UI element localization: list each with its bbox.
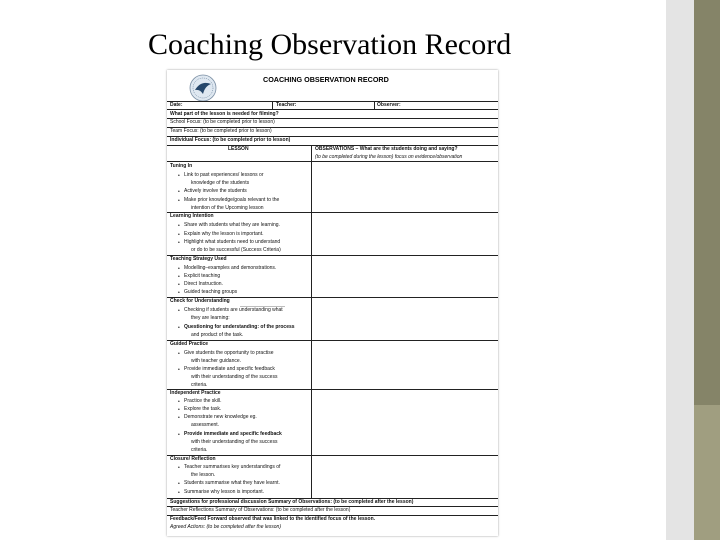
- bullet-icon: •: [178, 240, 180, 246]
- list-item-line: Link to past experiences/ lessons or: [184, 172, 264, 178]
- rule: [167, 212, 498, 213]
- bullet-icon: •: [178, 232, 180, 238]
- list-item-line: the lesson.: [191, 472, 216, 478]
- slide-title: Coaching Observation Record: [148, 28, 512, 61]
- form-title: COACHING OBSERVATION RECORD: [263, 75, 389, 84]
- bullet-icon: •: [178, 282, 180, 288]
- list-item-line: Demonstrate new knowledge eg.: [184, 414, 257, 420]
- bullet-icon: •: [178, 274, 180, 280]
- list-item-line: Give students the opportunity to practise: [184, 350, 274, 356]
- list-item-line: or do to be successful (Success Criteria): [191, 247, 281, 253]
- rule: [374, 101, 375, 109]
- school-crest-icon: [189, 74, 217, 102]
- column-divider: [311, 145, 312, 498]
- list-item-line: with teacher guidance.: [191, 358, 242, 364]
- list-item-line: Share with students what they are learning.: [184, 222, 280, 228]
- list-item-line: Students summarise what they have learnt.: [184, 480, 280, 486]
- section-heading-closure-reflection: Closure/ Reflection: [170, 456, 216, 462]
- section-heading-teaching-strategy: Teaching Strategy Used: [170, 256, 227, 262]
- date-label: Date:: [170, 102, 183, 108]
- list-item-line: Questioning for understanding: of the process: [184, 324, 295, 330]
- rule: [167, 101, 498, 102]
- bullet-icon: •: [178, 308, 180, 314]
- observations-column-header: OBSERVATIONS – What are the students doing and saying?: [315, 146, 458, 152]
- list-item-line: Provide immediate and specific feedback: [184, 431, 282, 437]
- individual-focus: Individual Focus: (to be completed prior to lesson): [170, 137, 291, 143]
- list-item-line: Explain why the lesson is important.: [184, 231, 264, 237]
- list-item-line: Explicit teaching: [184, 273, 221, 279]
- list-item-line: Explore the task.: [184, 406, 222, 412]
- list-item-line: Modelling–examples and demonstrations.: [184, 265, 277, 271]
- reflections-row: Teacher Reflections Summary of Observations: (to be completed after the lesson): [170, 507, 351, 513]
- bullet-icon: •: [178, 290, 180, 296]
- bullet-icon: •: [178, 415, 180, 421]
- rule: [167, 161, 498, 162]
- list-item-line: Actively involve the students: [184, 188, 247, 194]
- bullet-icon: •: [178, 351, 180, 357]
- bullet-icon: •: [178, 223, 180, 229]
- slide-side-band-accent: [694, 405, 720, 540]
- list-item-line: Checking if students are understanding what: [184, 307, 283, 313]
- bullet-icon: •: [178, 399, 180, 405]
- list-item-line: intention of the Upcoming lesson: [191, 205, 264, 211]
- list-item-line: and product of the task.: [191, 332, 244, 338]
- bullet-icon: •: [178, 432, 180, 438]
- lesson-column-header: LESSON: [228, 146, 249, 152]
- bullet-icon: •: [178, 481, 180, 487]
- section-heading-learning-intention: Learning Intention: [170, 213, 214, 219]
- list-item-line: criteria.: [191, 382, 208, 388]
- list-item-line: Practice the skill.: [184, 398, 222, 404]
- section-heading-check-for-understanding: Check for Understanding: [170, 298, 230, 304]
- bullet-icon: •: [178, 325, 180, 331]
- list-item-line: Highlight what students need to understand: [184, 239, 281, 245]
- list-item-line: Provide immediate and specific feedback: [184, 366, 275, 372]
- bullet-icon: •: [178, 407, 180, 413]
- list-item-line: with their understanding of the success: [191, 439, 278, 445]
- bullet-icon: •: [178, 189, 180, 195]
- list-item-line: they are learning:: [191, 315, 230, 321]
- agreed-actions-row: Agreed Actions: (to be completed after the lesson): [170, 524, 281, 530]
- list-item-line: criteria.: [191, 447, 208, 453]
- list-item-line: with their understanding of the success: [191, 374, 278, 380]
- list-item-line: Summarise why lesson is important.: [184, 489, 265, 495]
- teacher-label: Teacher:: [276, 102, 297, 108]
- bullet-icon: •: [178, 173, 180, 179]
- observations-note: (to be completed during the lesson) focus on evidence/observation: [315, 154, 463, 160]
- observer-label: Observer:: [377, 102, 401, 108]
- list-item-line: Direct Instruction.: [184, 281, 223, 287]
- rule: [272, 101, 273, 109]
- bullet-icon: •: [178, 198, 180, 204]
- section-heading-tuning-in: Tuning In: [170, 163, 193, 169]
- list-item-line: assessment.: [191, 422, 220, 428]
- suggestions-row: Suggestions for professional discussion Summary of Observations: (to be completed after the lesson): [170, 499, 414, 505]
- rule: [167, 340, 498, 341]
- feedback-row: Feedback/Feed Forward observed that was linked to the identified focus of the lesson.: [170, 516, 376, 522]
- bullet-icon: •: [178, 465, 180, 471]
- rule: [167, 455, 498, 456]
- team-focus: Team Focus: (to be completed prior to lesson): [170, 128, 272, 134]
- list-item-line: Teacher summarises key understandings of: [184, 464, 281, 470]
- section-heading-independent-practice: Independent Practice: [170, 390, 221, 396]
- bullet-icon: •: [178, 490, 180, 496]
- school-focus: School Focus: (to be completed prior to lesson): [170, 119, 275, 125]
- list-item-line: knowledge of the students: [191, 180, 250, 186]
- bullet-icon: •: [178, 367, 180, 373]
- planning-question: What part of the lesson is needed for filming?: [170, 111, 279, 117]
- slide-side-band-light: [666, 0, 694, 540]
- list-item-line: Guided teaching groups: [184, 289, 238, 295]
- list-item-line: Make prior knowledge/goals relevant to the: [184, 197, 280, 203]
- bullet-icon: •: [178, 266, 180, 272]
- section-heading-guided-practice: Guided Practice: [170, 341, 209, 347]
